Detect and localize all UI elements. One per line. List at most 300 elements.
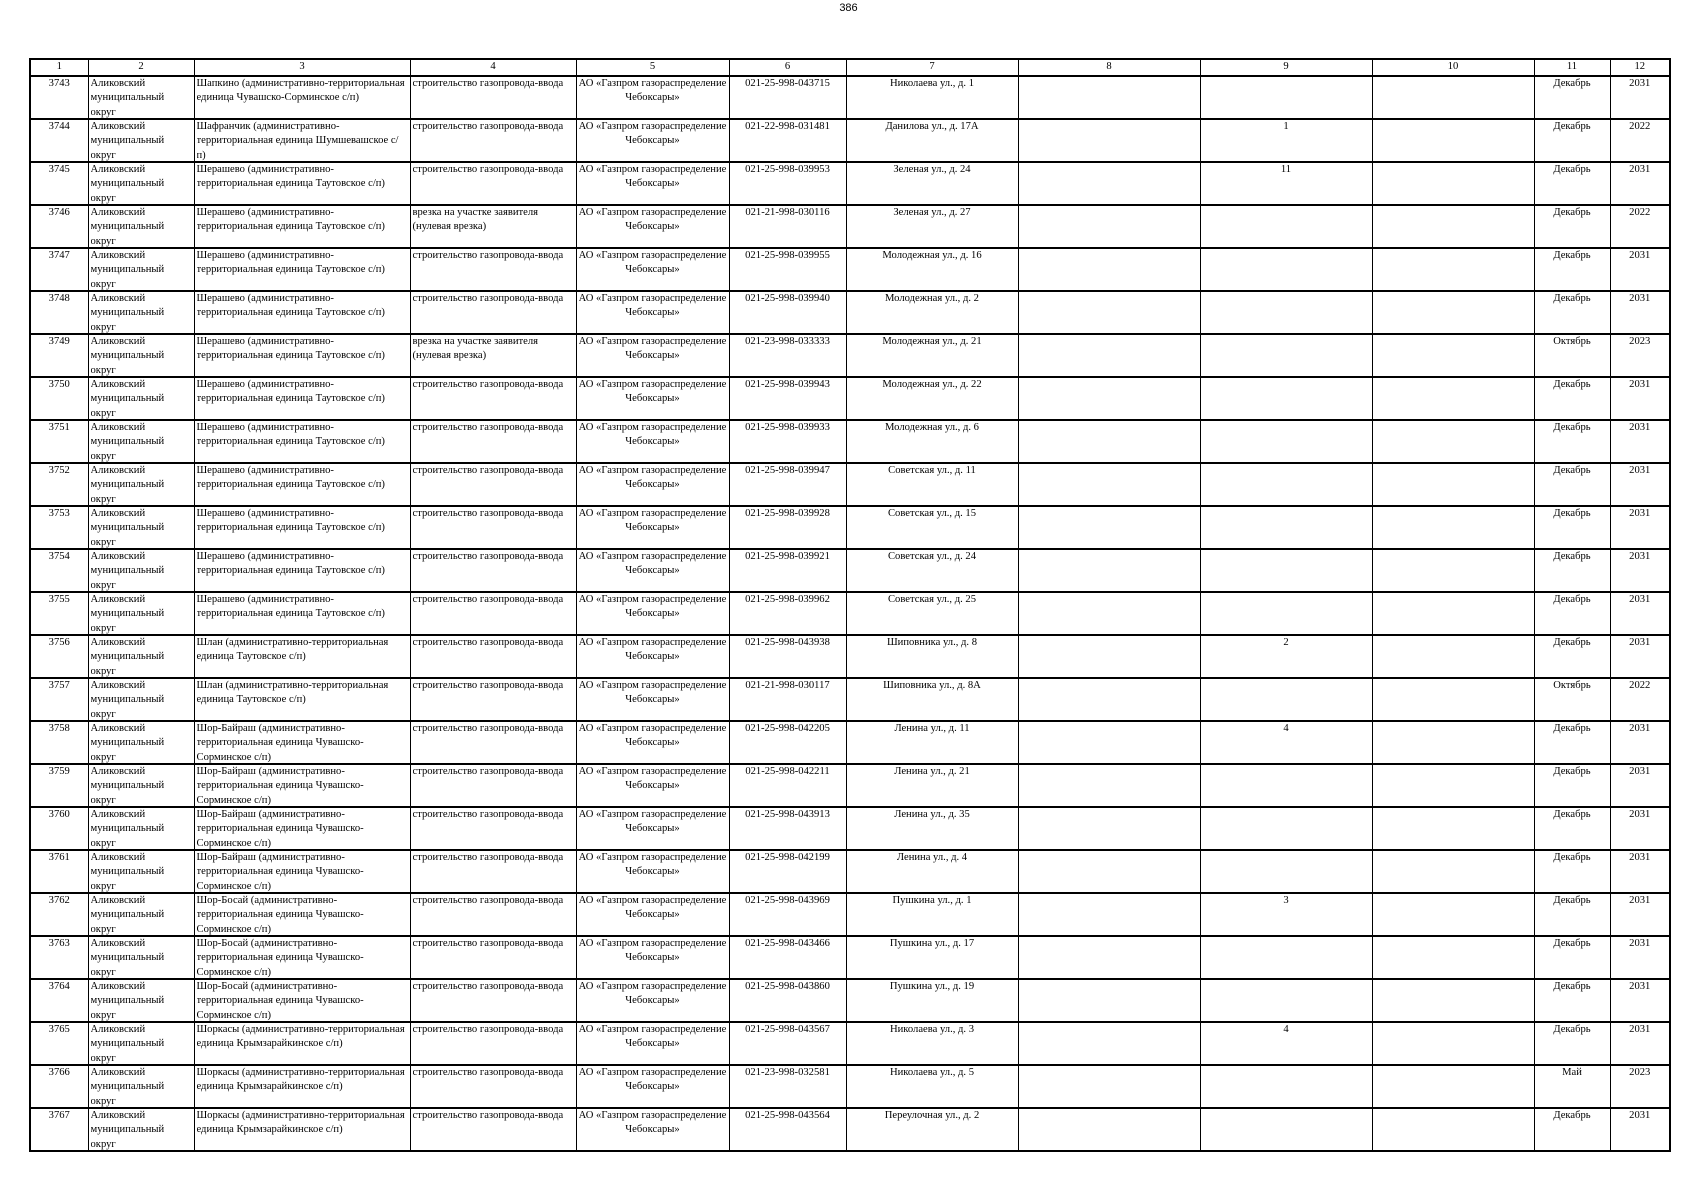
year-cell [1610, 76, 1670, 119]
table-row [30, 549, 1670, 592]
work-type-cell [410, 1022, 576, 1065]
work-type-cell-text: строительство газопровода-ввода [412, 1066, 564, 1078]
column-header: 10 [1372, 59, 1534, 76]
request-code-cell [729, 291, 846, 334]
settlement-cell-text: Шлан (административно-территориальная единица Таутовское с/п) [196, 679, 389, 705]
request-code-cell-text: 021-25-998-042211 [745, 765, 830, 777]
column-9-cell [1200, 893, 1372, 936]
month-cell [1534, 850, 1610, 893]
year-cell [1610, 893, 1670, 936]
column-9-cell-text [1203, 77, 1370, 118]
operator-cell-text: АО «Газпром газораспределение Чебоксары» [578, 206, 727, 232]
row-number-cell-text: 3753 [48, 507, 70, 519]
month-cell-text: Декабрь [1553, 808, 1591, 820]
column-header: 6 [729, 59, 846, 76]
year-cell [1610, 635, 1670, 678]
address-cell-text: Николаева ул., д. 1 [889, 77, 975, 89]
district-cell-text: Аликовский муниципальный округ [90, 593, 165, 634]
district-cell [88, 377, 194, 420]
request-code-cell-text: 021-23-998-033333 [745, 335, 830, 347]
work-type-cell [410, 1108, 576, 1151]
operator-cell [576, 850, 729, 893]
district-cell [88, 592, 194, 635]
column-10-cell [1372, 76, 1534, 119]
address-cell [846, 248, 1018, 291]
column-10-cell [1372, 377, 1534, 420]
row-number-cell-text: 3756 [48, 636, 70, 648]
district-cell-text: Аликовский муниципальный округ [90, 808, 165, 849]
month-cell-text: Декабрь [1553, 894, 1591, 906]
settlement-cell [194, 334, 410, 377]
column-10-cell [1372, 334, 1534, 377]
row-number-cell-text: 3744 [48, 120, 70, 132]
row-number-cell-text: 3751 [48, 421, 70, 433]
district-cell-text: Аликовский муниципальный округ [90, 421, 165, 462]
column-10-cell-text [1375, 335, 1532, 376]
settlement-cell-text: Шор-Байраш (административно-территориальная единица Чувашско-Сорминское с/п) [196, 765, 364, 806]
column-10-cell-text [1375, 851, 1532, 892]
work-type-cell [410, 936, 576, 979]
request-code-cell-text: 021-25-998-043466 [745, 937, 830, 949]
column-header: 7 [846, 59, 1018, 76]
column-10-cell [1372, 205, 1534, 248]
district-cell [88, 979, 194, 1022]
column-10-cell [1372, 592, 1534, 635]
address-cell [846, 592, 1018, 635]
row-number-cell [30, 721, 88, 764]
year-cell [1610, 248, 1670, 291]
settlement-cell-text: Шерашево (административно-территориальная единица Таутовское с/п) [196, 507, 385, 533]
work-type-cell [410, 1065, 576, 1108]
operator-cell [576, 119, 729, 162]
year-cell-text: 2031 [1629, 593, 1651, 605]
column-9-cell-text [1203, 937, 1370, 978]
operator-cell [576, 678, 729, 721]
column-9-cell-text [1203, 249, 1370, 290]
column-9-cell-text [1203, 550, 1370, 591]
address-cell-text: Ленина ул., д. 4 [896, 851, 968, 863]
district-cell-text: Аликовский муниципальный округ [90, 937, 165, 978]
settlement-cell [194, 592, 410, 635]
district-cell-text: Аликовский муниципальный округ [90, 163, 165, 204]
column-10-cell [1372, 119, 1534, 162]
operator-cell [576, 635, 729, 678]
settlement-cell [194, 893, 410, 936]
year-cell [1610, 377, 1670, 420]
month-cell-text: Декабрь [1553, 1109, 1591, 1121]
year-cell-text: 2031 [1629, 507, 1651, 519]
column-10-cell [1372, 162, 1534, 205]
column-10-cell [1372, 721, 1534, 764]
settlement-cell [194, 119, 410, 162]
settlement-cell [194, 635, 410, 678]
settlement-cell [194, 248, 410, 291]
month-cell [1534, 893, 1610, 936]
column-8-cell-text [1021, 808, 1198, 849]
column-8-cell [1018, 334, 1200, 377]
row-number-cell-text: 3767 [48, 1109, 70, 1121]
request-code-cell-text: 021-25-998-039947 [745, 464, 830, 476]
operator-cell-text: АО «Газпром газораспределение Чебоксары» [578, 507, 727, 533]
work-type-cell-text: строительство газопровода-ввода [412, 1109, 564, 1121]
request-code-cell-text: 021-25-998-039928 [745, 507, 830, 519]
operator-cell-text: АО «Газпром газораспределение Чебоксары» [578, 163, 727, 189]
settlement-cell [194, 205, 410, 248]
address-cell [846, 635, 1018, 678]
column-10-cell [1372, 1065, 1534, 1108]
settlement-cell-text: Шор-Байраш (административно-территориальная единица Чувашско-Сорминское с/п) [196, 722, 364, 763]
district-cell-text: Аликовский муниципальный округ [90, 206, 165, 247]
operator-cell-text: АО «Газпром газораспределение Чебоксары» [578, 421, 727, 447]
column-9-cell-text [1203, 206, 1370, 247]
settlement-cell-text: Шерашево (административно-территориальная единица Таутовское с/п) [196, 292, 385, 318]
year-cell-text: 2031 [1629, 808, 1651, 820]
row-number-cell-text: 3763 [48, 937, 70, 949]
column-9-cell-text [1203, 507, 1370, 548]
column-8-cell [1018, 764, 1200, 807]
settlement-cell-text: Шор-Босай (административно-территориальная единица Чувашско-Сорминское с/п) [196, 980, 364, 1021]
column-9-cell [1200, 119, 1372, 162]
operator-cell [576, 1065, 729, 1108]
settlement-cell-text: Шерашево (административно-территориальная единица Таутовское с/п) [196, 421, 385, 447]
settlement-cell [194, 807, 410, 850]
operator-cell [576, 420, 729, 463]
operator-cell-text: АО «Газпром газораспределение Чебоксары» [578, 980, 727, 1006]
settlement-cell-text: Шерашево (административно-территориальная единица Таутовское с/п) [196, 378, 385, 404]
district-cell-text: Аликовский муниципальный округ [90, 851, 165, 892]
settlement-cell-text: Шерашево (административно-территориальная единица Таутовское с/п) [196, 163, 385, 189]
work-type-cell-text: строительство газопровода-ввода [412, 507, 564, 519]
month-cell-text: Декабрь [1553, 77, 1591, 89]
month-cell-text: Декабрь [1553, 765, 1591, 777]
month-cell [1534, 807, 1610, 850]
settlement-cell [194, 1065, 410, 1108]
column-10-cell [1372, 291, 1534, 334]
month-cell-text: Декабрь [1553, 722, 1591, 734]
request-code-cell [729, 205, 846, 248]
row-number-cell [30, 119, 88, 162]
column-9-cell [1200, 334, 1372, 377]
request-code-cell [729, 162, 846, 205]
row-number-cell-text: 3757 [48, 679, 70, 691]
address-cell-text: Молодежная ул., д. 21 [882, 335, 982, 347]
request-code-cell [729, 850, 846, 893]
row-number-cell [30, 807, 88, 850]
row-number-cell [30, 893, 88, 936]
year-cell [1610, 162, 1670, 205]
district-cell [88, 420, 194, 463]
table-row [30, 1108, 1670, 1151]
year-cell-text: 2031 [1629, 421, 1651, 433]
row-number-cell-text: 3755 [48, 593, 70, 605]
settlement-cell [194, 936, 410, 979]
work-type-cell-text: строительство газопровода-ввода [412, 937, 564, 949]
work-type-cell-text: строительство газопровода-ввода [412, 550, 564, 562]
column-10-cell [1372, 1108, 1534, 1151]
year-cell-text: 2031 [1629, 765, 1651, 777]
column-10-cell-text [1375, 894, 1532, 935]
table-row [30, 334, 1670, 377]
settlement-cell-text: Шафранчик (административно-территориальная единица Шумшевашское с/п) [196, 120, 399, 161]
row-number-cell-text: 3749 [48, 335, 70, 347]
operator-cell-text: АО «Газпром газораспределение Чебоксары» [578, 464, 727, 490]
year-cell [1610, 764, 1670, 807]
district-cell [88, 162, 194, 205]
request-code-cell-text: 021-21-998-030117 [745, 679, 830, 691]
row-number-cell-text: 3766 [48, 1066, 70, 1078]
column-9-cell [1200, 592, 1372, 635]
column-8-cell [1018, 463, 1200, 506]
work-type-cell-text: строительство газопровода-ввода [412, 421, 564, 433]
column-header: 12 [1610, 59, 1670, 76]
address-cell-text: Зеленая ул., д. 24 [893, 163, 971, 175]
address-cell [846, 936, 1018, 979]
request-code-cell-text: 021-25-998-043715 [745, 77, 830, 89]
year-cell [1610, 979, 1670, 1022]
district-cell-text: Аликовский муниципальный округ [90, 894, 165, 935]
column-10-cell-text [1375, 378, 1532, 419]
month-cell [1534, 1022, 1610, 1065]
column-10-cell-text [1375, 980, 1532, 1021]
address-cell [846, 377, 1018, 420]
column-10-cell [1372, 764, 1534, 807]
column-8-cell [1018, 506, 1200, 549]
column-9-cell [1200, 1108, 1372, 1151]
column-9-cell-text [1203, 292, 1370, 333]
row-number-cell [30, 979, 88, 1022]
column-8-cell [1018, 678, 1200, 721]
column-9-cell-text: 3 [1283, 894, 1289, 906]
district-cell [88, 764, 194, 807]
column-header: 2 [88, 59, 194, 76]
year-cell-text: 2031 [1629, 249, 1651, 261]
month-cell-text: Декабрь [1553, 937, 1591, 949]
column-9-cell-text [1203, 1066, 1370, 1107]
column-header: 4 [410, 59, 576, 76]
operator-cell-text: АО «Газпром газораспределение Чебоксары» [578, 765, 727, 791]
gasification-register-table [29, 58, 1671, 1152]
column-8-cell [1018, 721, 1200, 764]
operator-cell-text: АО «Газпром газораспределение Чебоксары» [578, 894, 727, 920]
address-cell [846, 1065, 1018, 1108]
settlement-cell [194, 76, 410, 119]
address-cell-text: Пушкина ул., д. 17 [889, 937, 975, 949]
settlement-cell-text: Шор-Байраш (административно-территориальная единица Чувашско-Сорминское с/п) [196, 808, 364, 849]
settlement-cell-text: Шоркасы (административно-территориальная единица Крымзарайкинское с/п) [196, 1023, 405, 1049]
address-cell-text: Шиповника ул., д. 8 [886, 636, 978, 648]
year-cell-text: 2022 [1629, 120, 1651, 132]
settlement-cell-text: Шоркасы (административно-территориальная единица Крымзарайкинское с/п) [196, 1109, 405, 1135]
address-cell [846, 807, 1018, 850]
row-number-cell-text: 3765 [48, 1023, 70, 1035]
year-cell [1610, 119, 1670, 162]
year-cell-text: 2031 [1629, 77, 1651, 89]
column-10-cell-text [1375, 292, 1532, 333]
district-cell-text: Аликовский муниципальный округ [90, 765, 165, 806]
request-code-cell-text: 021-21-998-030116 [745, 206, 830, 218]
column-9-cell-text [1203, 464, 1370, 505]
row-number-cell-text: 3761 [48, 851, 70, 863]
column-9-cell-text [1203, 593, 1370, 634]
year-cell [1610, 291, 1670, 334]
address-cell-text: Зеленая ул., д. 27 [893, 206, 971, 218]
operator-cell [576, 506, 729, 549]
settlement-cell-text: Шапкино (административно-территориальная единица Чувашско-Сорминское с/п) [196, 77, 405, 103]
column-8-cell-text [1021, 421, 1198, 462]
operator-cell-text: АО «Газпром газораспределение Чебоксары» [578, 335, 727, 361]
request-code-cell-text: 021-25-998-039940 [745, 292, 830, 304]
column-9-cell-text [1203, 335, 1370, 376]
month-cell [1534, 506, 1610, 549]
column-9-cell-text: 1 [1283, 120, 1289, 132]
column-8-cell-text [1021, 679, 1198, 720]
settlement-cell [194, 678, 410, 721]
address-cell-text: Пушкина ул., д. 19 [889, 980, 975, 992]
month-cell [1534, 119, 1610, 162]
column-10-cell [1372, 979, 1534, 1022]
row-number-cell-text: 3745 [48, 163, 70, 175]
settlement-cell [194, 291, 410, 334]
row-number-cell [30, 205, 88, 248]
column-8-cell-text [1021, 206, 1198, 247]
column-10-cell [1372, 248, 1534, 291]
column-9-cell [1200, 76, 1372, 119]
row-number-cell [30, 635, 88, 678]
address-cell-text: Молодежная ул., д. 16 [882, 249, 982, 261]
column-9-cell [1200, 377, 1372, 420]
column-8-cell-text [1021, 894, 1198, 935]
settlement-cell [194, 420, 410, 463]
operator-cell-text: АО «Газпром газораспределение Чебоксары» [578, 808, 727, 834]
operator-cell [576, 334, 729, 377]
column-10-cell-text [1375, 507, 1532, 548]
operator-cell-text: АО «Газпром газораспределение Чебоксары» [578, 851, 727, 877]
column-8-cell [1018, 1022, 1200, 1065]
work-type-cell-text: строительство газопровода-ввода [412, 679, 564, 691]
year-cell-text: 2022 [1629, 679, 1651, 691]
settlement-cell-text: Шоркасы (административно-территориальная единица Крымзарайкинское с/п) [196, 1066, 405, 1092]
table-row [30, 764, 1670, 807]
row-number-cell-text: 3746 [48, 206, 70, 218]
month-cell [1534, 635, 1610, 678]
column-10-cell-text [1375, 1109, 1532, 1150]
work-type-cell-text: строительство газопровода-ввода [412, 464, 564, 476]
column-9-cell-text [1203, 851, 1370, 892]
request-code-cell [729, 678, 846, 721]
request-code-cell-text: 021-25-998-042199 [745, 851, 830, 863]
work-type-cell [410, 979, 576, 1022]
request-code-cell [729, 119, 846, 162]
row-number-cell-text: 3762 [48, 894, 70, 906]
request-code-cell [729, 635, 846, 678]
table-row [30, 979, 1670, 1022]
work-type-cell [410, 420, 576, 463]
work-type-cell [410, 334, 576, 377]
row-number-cell [30, 377, 88, 420]
month-cell-text: Декабрь [1553, 292, 1591, 304]
table-row [30, 721, 1670, 764]
district-cell-text: Аликовский муниципальный округ [90, 980, 165, 1021]
column-header: 5 [576, 59, 729, 76]
row-number-cell [30, 592, 88, 635]
column-10-cell [1372, 420, 1534, 463]
column-10-cell [1372, 463, 1534, 506]
column-9-cell [1200, 463, 1372, 506]
table-row [30, 162, 1670, 205]
year-cell [1610, 549, 1670, 592]
work-type-cell-text: строительство газопровода-ввода [412, 765, 564, 777]
column-10-cell [1372, 635, 1534, 678]
column-10-cell-text [1375, 1066, 1532, 1107]
column-8-cell-text [1021, 1023, 1198, 1064]
request-code-cell [729, 807, 846, 850]
table-row [30, 248, 1670, 291]
table-row [30, 936, 1670, 979]
operator-cell-text: АО «Газпром газораспределение Чебоксары» [578, 937, 727, 963]
operator-cell-text: АО «Газпром газораспределение Чебоксары» [578, 1066, 727, 1092]
operator-cell [576, 463, 729, 506]
settlement-cell [194, 549, 410, 592]
request-code-cell-text: 021-25-998-039921 [745, 550, 830, 562]
operator-cell [576, 936, 729, 979]
table-row [30, 1022, 1670, 1065]
address-cell [846, 291, 1018, 334]
month-cell [1534, 936, 1610, 979]
address-cell-text: Молодежная ул., д. 6 [885, 421, 979, 433]
settlement-cell-text: Шерашево (административно-территориальная единица Таутовское с/п) [196, 550, 385, 576]
operator-cell [576, 721, 729, 764]
row-number-cell [30, 549, 88, 592]
settlement-cell [194, 1022, 410, 1065]
column-8-cell-text [1021, 1066, 1198, 1107]
column-header: 1 [30, 59, 88, 76]
month-cell-text: Декабрь [1553, 550, 1591, 562]
settlement-cell [194, 377, 410, 420]
year-cell-text: 2031 [1629, 550, 1651, 562]
request-code-cell [729, 463, 846, 506]
column-8-cell-text [1021, 378, 1198, 419]
table-body [30, 76, 1670, 1151]
district-cell [88, 76, 194, 119]
month-cell-text: Декабрь [1553, 636, 1591, 648]
request-code-cell [729, 506, 846, 549]
work-type-cell [410, 721, 576, 764]
operator-cell [576, 893, 729, 936]
column-8-cell-text [1021, 980, 1198, 1021]
year-cell-text: 2031 [1629, 980, 1651, 992]
row-number-cell-text: 3764 [48, 980, 70, 992]
month-cell [1534, 549, 1610, 592]
month-cell [1534, 979, 1610, 1022]
year-cell [1610, 678, 1670, 721]
work-type-cell-text: строительство газопровода-ввода [412, 292, 564, 304]
year-cell-text: 2031 [1629, 1023, 1651, 1035]
work-type-cell-text: строительство газопровода-ввода [412, 249, 564, 261]
row-number-cell [30, 76, 88, 119]
request-code-cell-text: 021-25-998-042205 [745, 722, 830, 734]
row-number-cell [30, 162, 88, 205]
settlement-cell-text: Шор-Босай (административно-территориальная единица Чувашско-Сорминское с/п) [196, 894, 364, 935]
address-cell-text: Ленина ул., д. 11 [894, 722, 970, 734]
request-code-cell [729, 936, 846, 979]
address-cell [846, 1022, 1018, 1065]
column-10-cell-text [1375, 120, 1532, 161]
work-type-cell-text: строительство газопровода-ввода [412, 163, 564, 175]
month-cell-text: Декабрь [1553, 1023, 1591, 1035]
address-cell-text: Советская ул., д. 25 [887, 593, 977, 605]
district-cell-text: Аликовский муниципальный округ [90, 1109, 165, 1150]
district-cell [88, 1022, 194, 1065]
